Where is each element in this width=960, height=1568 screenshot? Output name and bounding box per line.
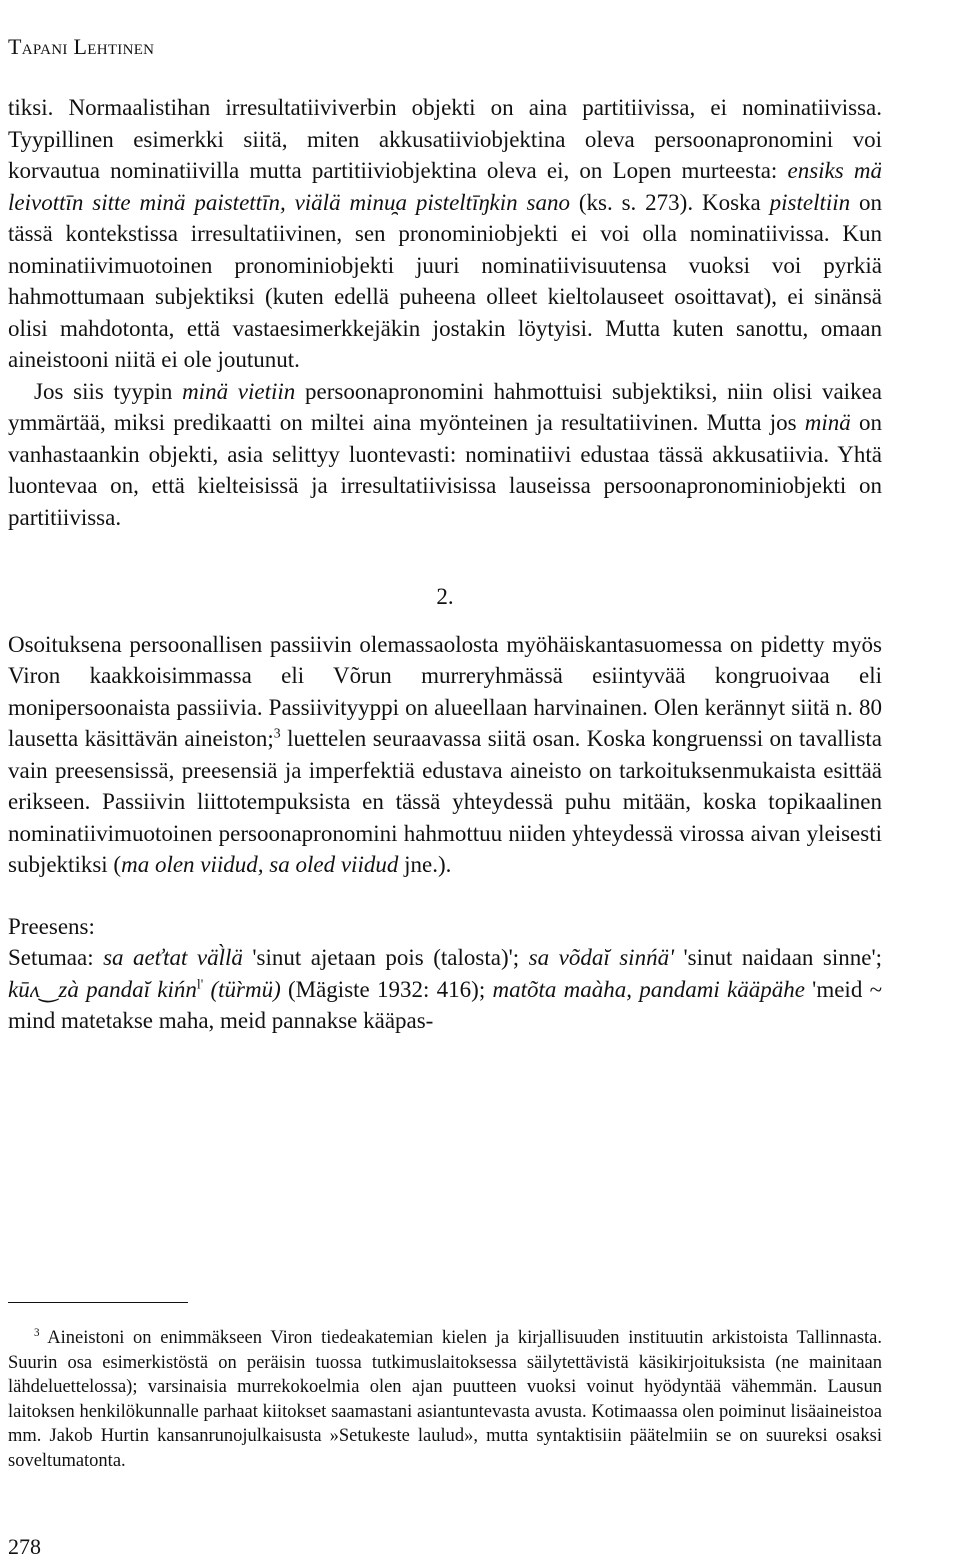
preesens-examples: Setumaa: sa aeťtat väl̀lä 'sinut ajetaan pois (talosta)'; sa võdaĭ sinńä' 'sinut naidaan sinne'; kūʌ‿zà pandaĭ kińn$^{l'}$ (tür̀mü) (Mägiste 1932: 416); matõta maàha, pandami kääpähe 'meid ~ mind matetakse maha, meid pannakse kääpas- — [8, 945, 883, 1033]
example-type: minä vietiin — [182, 378, 296, 404]
author-name: Tapani Lehtinen — [8, 34, 155, 59]
example-estonian: ma olen viidud, sa oled viidud — [121, 852, 399, 877]
paragraph-2: Jos siis tyypin minä vietiin persoonapronomini hahmottuisi subjektiksi, niin olisi vaikea ymmärtää, miksi predikaatti on miltei aina myönteinen ja resultatiivinen. Mutta jos minä on vanhastaankin objekti, asia selittyy luontevasti: nominatiivi edustaa tässä akkusatiivia. Yhtä luontevaa on, että kielteisissä ja irresultatiivisissa lauseissa persoonapronominiobjekti on partitiivissa. — [8, 378, 882, 530]
example-word: minä — [804, 410, 851, 435]
body-text — [8, 92, 882, 1037]
preesens-heading: Preesens: — [8, 913, 95, 939]
footnote-reference[interactable]: 3 — [273, 725, 281, 741]
spacer — [8, 881, 882, 911]
footnote-3: $^3$ Aineistoni on enimmäkseen Viron tiedeakatemian kielen ja kirjallisuuden instituutin arkistoista Tallinnasta. Suurin osa esimerkistöstä on peräisin tuossa tutkimuslaitoksessa säilytettävistä käsikirjoituksista (ne mainitaan lähdeluettelossa); varsinaisia murrekokoelmia olen ajan puutteen vuoksi voinut hyödyntää vähemmän. Lausun laitoksen henkilökunnalle parhaat kiitokset saamastani asiantuntevasta avusta. Kotimaassa olen poiminut lisäaineistoa mm. Jakob Hurtin kansanrunojulkaisusta »Setukeste laulud», mutta syntaktisiin päätelmiin se on suureksi osaksi soveltumatonta. — [8, 1326, 882, 1471]
example-lopen: ensiks mä leivottīn sitte minä paistettīn, viälä minu̯a pisteltīŋkin sano — [8, 158, 882, 215]
footnotes — [8, 1326, 882, 1473]
running-header — [8, 34, 154, 60]
example-word: pisteltiin — [769, 189, 851, 215]
page-number: 278 — [8, 1534, 41, 1559]
paragraph-1: tiksi. Normaalistihan irresultatiiviverbin objekti on aina partitiivissa, ei nominatiivissa. Tyypillinen esimerkki siitä, miten akkusatiiviobjektina oleva persoonapronomini voi korvautua nominatiivilla mutta partitiiviobjektina oleva ei, on Lopen murteesta: ensiks mä leivottīn sitte minä paistettīn, viälä minu̯a pisteltīŋkin sano (ks. s. 273). Koska pisteltiin on tässä kontekstissa irresultatiivinen, sen pronominiobjekti ei voi olla nominatiivissa. Kun nominatiivimuotoinen pronominiobjekti juuri nominatiivisuutensa vuoksi voi pyrkiä hahmottumaan subjektiksi (kuten edellä puheena olleet kieltolauseet osoittavat), ei sinänsä olisi mahdotonta, että vastaesimerkkejäkin jostakin löytyisi. Mutta kuten sanottu, omaan aineistooni niitä ei ole joutunut. — [8, 95, 883, 372]
paragraph-3: Osoituksena persoonallisen passiivin olemassaolosta myöhäiskantasuomessa on pidetty myös Viron kaakkoisimmassa eli Võrun murreryhmässä esiintyvää kongruoivaa eli monipersoonaista passiivia. Passiivityyppi on alueellaan harvinainen. Olen kerännyt siitä n. 80 lausetta käsittävän aineiston;$^3$ luettelen seuraavassa siitä osan. Koska kongruenssi on tavallista vain preesensissä, preesensiä ja imperfektiä edustava aineisto on tarkoituksenmukaista esittää erikseen. Passiivin liittotempuksista en tässä yhteydessä puhu mitään, koska topikaalinen nominatiivimuotoinen persoonapronomini hahmottuu niiden yhteydessä virossa aivan yleisesti subjektiksi (ma olen viidud, sa oled viidud jne.). — [8, 631, 883, 877]
section-number: 2. — [436, 584, 454, 609]
footnote-marker: 3 — [34, 1326, 40, 1339]
footnote-divider — [8, 1302, 188, 1303]
